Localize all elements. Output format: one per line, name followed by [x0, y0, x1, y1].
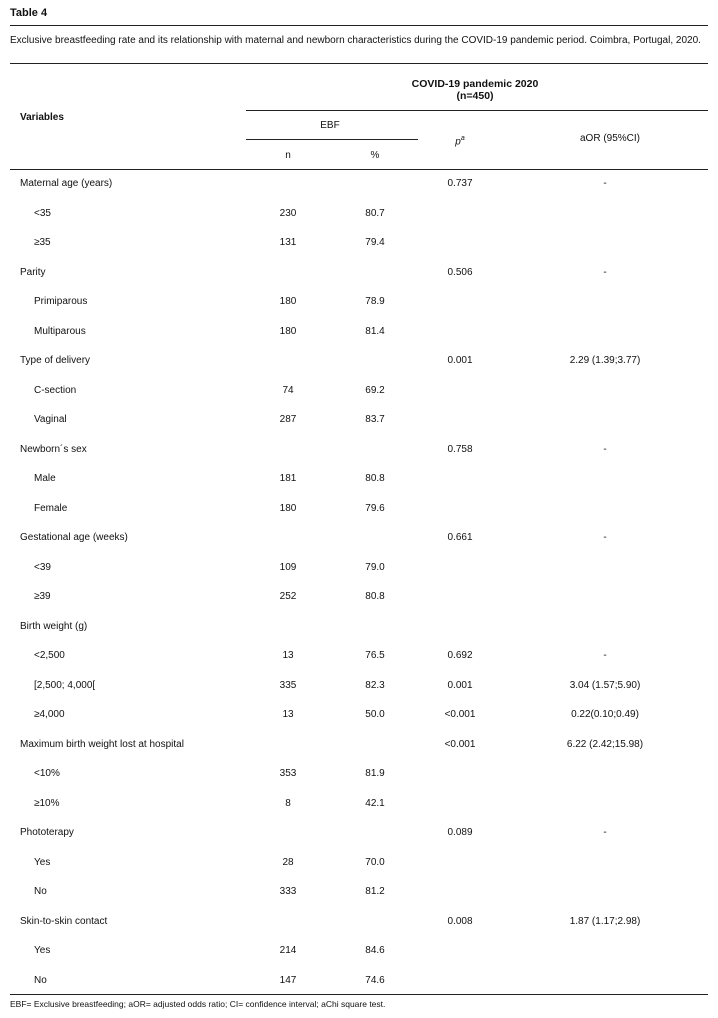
aor-cell: - [603, 650, 607, 661]
period-header [390, 78, 560, 102]
p-value-header-sup: a [460, 135, 465, 142]
p-value-cell: <0.001 [444, 709, 476, 720]
bottom-rule [10, 994, 708, 995]
n-cell: 8 [285, 798, 291, 809]
n-cell: 180 [279, 296, 297, 307]
p-value-cell: 0.089 [447, 827, 473, 838]
percent-cell: 80.7 [365, 208, 385, 219]
percent-cell: 79.6 [365, 503, 385, 514]
period-underline [246, 110, 708, 111]
p-value-header-label: p [455, 136, 461, 148]
table-row [0, 827, 718, 841]
table-row [0, 621, 718, 635]
table-row [0, 857, 718, 871]
aor-cell: - [603, 178, 607, 189]
variable-cell: Parity [20, 267, 46, 278]
table-row [0, 562, 718, 576]
n-cell: 28 [282, 857, 294, 868]
variable-cell: Yes [34, 945, 51, 956]
n-cell: 180 [279, 326, 297, 337]
table-row [0, 385, 718, 399]
variable-cell: [2,500; 4,000[ [34, 680, 96, 691]
variables-header: Variables [20, 112, 64, 123]
table-row [0, 296, 718, 310]
aor-cell: - [603, 827, 607, 838]
aor-cell: 1.87 (1.17;2.98) [569, 916, 641, 927]
table-row [0, 208, 718, 222]
table-row [0, 414, 718, 428]
variable-cell: <39 [34, 562, 51, 573]
p-value-cell: <0.001 [444, 739, 476, 750]
variable-cell: Phototerapy [20, 827, 74, 838]
table-row [0, 355, 718, 369]
percent-cell: 81.2 [365, 886, 385, 897]
n-cell: 13 [282, 709, 294, 720]
p-value-header [440, 135, 480, 147]
table-row [0, 916, 718, 930]
table-label: Table 4 [10, 7, 48, 19]
variable-cell: Primiparous [34, 296, 88, 307]
p-value-cell: 0.001 [447, 355, 473, 366]
variable-cell: ≥10% [34, 798, 60, 809]
p-value-cell: 0.506 [447, 267, 473, 278]
variable-cell: C-section [34, 385, 77, 396]
n-cell: 230 [279, 208, 297, 219]
n-cell: 333 [279, 886, 297, 897]
table-row [0, 739, 718, 753]
percent-cell: 70.0 [365, 857, 385, 868]
n-cell: 214 [279, 945, 297, 956]
aor-header: aOR (95%CI) [579, 133, 640, 144]
percent-cell: 81.4 [365, 326, 385, 337]
table-row [0, 237, 718, 251]
n-cell: 353 [279, 768, 297, 779]
n-cell: 13 [282, 650, 294, 661]
p-value-cell: 0.737 [447, 178, 473, 189]
n-header: n [285, 150, 291, 161]
variable-cell: Newborn´s sex [20, 444, 87, 455]
percent-cell: 84.6 [365, 945, 385, 956]
variable-cell: <10% [34, 768, 60, 779]
aor-cell: 3.04 (1.57;5.90) [569, 680, 641, 691]
percent-cell: 80.8 [365, 591, 385, 602]
n-cell: 335 [279, 680, 297, 691]
percent-cell: 76.5 [365, 650, 385, 661]
percent-cell: 78.9 [365, 296, 385, 307]
table-footnote: EBF= Exclusive breastfeeding; aOR= adjusted odds ratio; CI= confidence interval; aChi square test. [10, 999, 386, 1009]
table-row [0, 650, 718, 664]
percent-cell: 79.4 [365, 237, 385, 248]
variable-cell: No [34, 886, 47, 897]
table-row [0, 267, 718, 281]
variable-cell: Type of delivery [20, 355, 91, 366]
period-title: COVID-19 pandemic 2020 [411, 78, 539, 90]
n-cell: 131 [279, 237, 297, 248]
percent-cell: 79.0 [365, 562, 385, 573]
variable-cell: Male [34, 473, 56, 484]
percent-cell: 81.9 [365, 768, 385, 779]
aor-cell: 0.22(0.10;0.49) [571, 709, 639, 720]
percent-cell: 74.6 [365, 975, 385, 986]
p-value-cell: 0.001 [447, 680, 473, 691]
period-n: (n=450) [456, 90, 494, 102]
percent-cell: 83.7 [365, 414, 385, 425]
table-row [0, 709, 718, 723]
variable-cell: <2,500 [34, 650, 65, 661]
variable-cell: No [34, 975, 47, 986]
table-row [0, 326, 718, 340]
table-row [0, 178, 718, 192]
percent-cell: 42.1 [365, 798, 385, 809]
variable-cell: ≥39 [34, 591, 51, 602]
aor-cell: 2.29 (1.39;3.77) [569, 355, 641, 366]
variable-cell: ≥35 [34, 237, 51, 248]
aor-cell: - [603, 444, 607, 455]
aor-cell: 6.22 (2.42;15.98) [566, 739, 644, 750]
n-cell: 147 [279, 975, 297, 986]
n-cell: 287 [279, 414, 297, 425]
p-value-cell: 0.758 [447, 444, 473, 455]
variable-cell: Maternal age (years) [20, 178, 113, 189]
table-row [0, 591, 718, 605]
table-row [0, 444, 718, 458]
percent-cell: 82.3 [365, 680, 385, 691]
variable-cell: Yes [34, 857, 51, 868]
top-rule [10, 25, 708, 26]
percent-cell: 69.2 [365, 385, 385, 396]
table-row [0, 680, 718, 694]
ebf-underline [246, 139, 418, 140]
table-caption: Exclusive breastfeeding rate and its relationship with maternal and newborn characteristics during the COVID-19 pandemic period. Coimbra, Portugal, 2020. [10, 35, 701, 46]
table-row [0, 975, 718, 989]
table-row [0, 945, 718, 959]
table-row [0, 473, 718, 487]
n-cell: 74 [282, 385, 294, 396]
aor-cell: - [603, 532, 607, 543]
percent-cell: 50.0 [365, 709, 385, 720]
table-row [0, 532, 718, 546]
variable-cell: Vaginal [34, 414, 67, 425]
variable-cell: Birth weight (g) [20, 621, 88, 632]
variable-cell: Female [34, 503, 68, 514]
p-value-cell: 0.661 [447, 532, 473, 543]
variable-cell: Gestational age (weeks) [20, 532, 128, 543]
variable-cell: Multiparous [34, 326, 86, 337]
table-row [0, 886, 718, 900]
table-row [0, 798, 718, 812]
table-row [0, 768, 718, 782]
percent-cell: 80.8 [365, 473, 385, 484]
table-row [0, 503, 718, 517]
p-value-cell: 0.008 [447, 916, 473, 927]
aor-cell: - [603, 267, 607, 278]
n-cell: 252 [279, 591, 297, 602]
p-value-cell: 0.692 [447, 650, 473, 661]
variable-cell: Skin-to-skin contact [20, 916, 108, 927]
ebf-header: EBF [320, 120, 340, 131]
variable-cell: <35 [34, 208, 51, 219]
n-cell: 109 [279, 562, 297, 573]
variable-cell: ≥4,000 [34, 709, 65, 720]
percent-header: % [370, 150, 380, 161]
caption-rule [10, 63, 708, 64]
variable-cell: Maximum birth weight lost at hospital [20, 739, 184, 750]
header-rule [10, 169, 708, 170]
n-cell: 181 [279, 473, 297, 484]
n-cell: 180 [279, 503, 297, 514]
